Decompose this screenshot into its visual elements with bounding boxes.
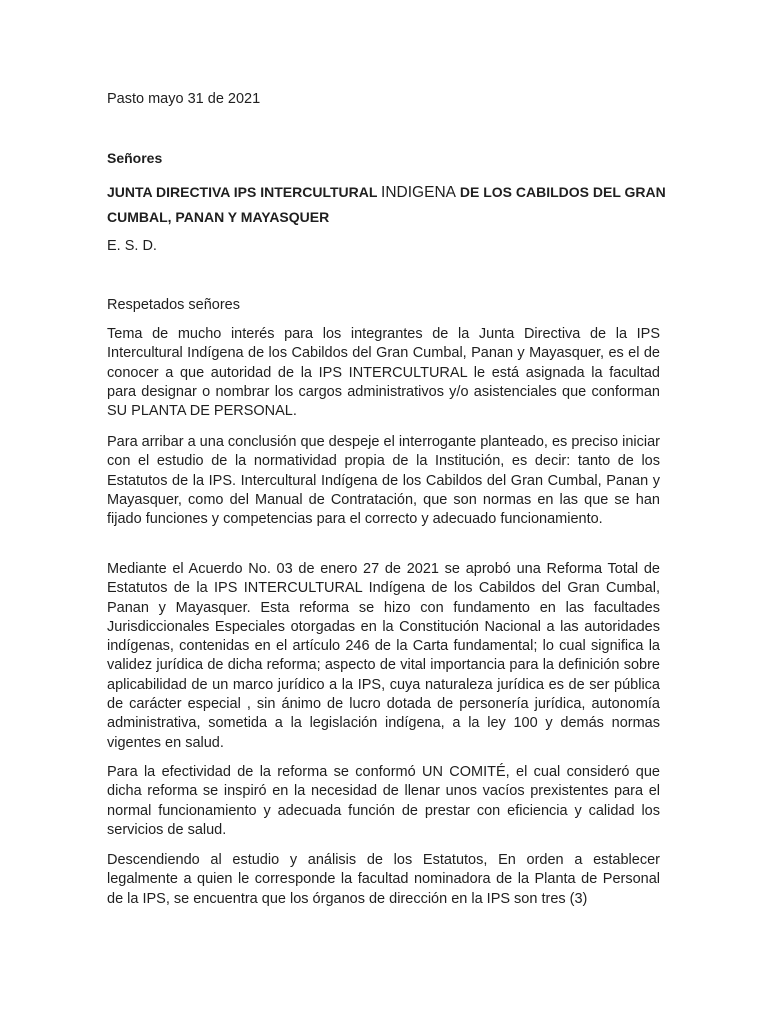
addressee-part1: JUNTA DIRECTIVA IPS INTERCULTURAL <box>107 184 382 200</box>
esd-line: E. S. D. <box>107 238 157 254</box>
addressee-emphasis: INDIGENA <box>381 184 456 201</box>
addressee-part2: DE LOS CABILDOS DEL GRAN CUMBAL, PANAN Y MAYASQUER <box>107 184 666 225</box>
date-line: Pasto mayo 31 de 2021 <box>107 91 261 107</box>
body-paragraph-5: Descendiendo al estudio y análisis de los Estatutos, En orden a establecer legalmente a quien le corresponde la facultad nominadora de la Planta de Personal de la IPS, se encuentra que los órganos de dirección en la IPS son tres (3) <box>107 852 660 907</box>
body-paragraph-3: Mediante el Acuerdo No. 03 de enero 27 de 2021 se aprobó una Reforma Total de Estatutos de la IPS INTERCULTURAL Indígena de los Cabildos del Gran Cumbal, Panan y Mayasquer. Esta reforma se hizo con fundamento en las facultades Jurisdiccionales Especiales otorgadas en la Constitución Nacional a las autoridades indígenas, contenidas en el artículo 246 de la Carta fundamental; lo cual significa la validez jurídica de dicha reforma; aspecto de vital importancia para la definición sobre aplicabilidad de un marco jurídico a la IPS, cuya naturaleza jurídica es de ser pública de carácter especial , sin ánimo de lucro dotada de personería jurídica, autonomía administrativa, sometida a la legislación indígena, a la ley 100 y demás normas vigentes en salud. <box>107 561 660 751</box>
body-paragraph-4: Para la efectividad de la reforma se conformó UN COMITÉ, el cual consideró que dicha reforma se inspiró en la necesidad de llenar unos vacíos prexistentes para el normal funcionamiento y adecuada función de prestar con eficiencia y calidad los servicios de salud. <box>107 764 660 838</box>
body-paragraph-2: Para arribar a una conclusión que despeje el interrogante planteado, es preciso iniciar con el estudio de la normatividad propia de la Institución, es decir: tanto de los Estatutos de la IPS. Intercultural Indígena de los Cabildos del Gran Cumbal, Panan y Mayasquer, como del Manual de Contratación, que son normas en las que se han fijado funciones y competencias para el correcto y adecuado funcionamiento. <box>107 434 660 528</box>
greeting: Respetados señores <box>107 297 240 313</box>
addressee-block <box>107 180 667 229</box>
body-paragraph-1: Tema de mucho interés para los integrantes de la Junta Directiva de la IPS Intercultural Indígena de los Cabildos del Gran Cumbal, Panan y Mayasquer, es el de conocer a que autoridad de la IPS INTERCULTURAL le está asignada la facultad para designar o nombrar los cargos administrativos y/o asistenciales que conforman SU PLANTA DE PERSONAL. <box>107 326 660 420</box>
salutation: Señores <box>107 150 163 166</box>
